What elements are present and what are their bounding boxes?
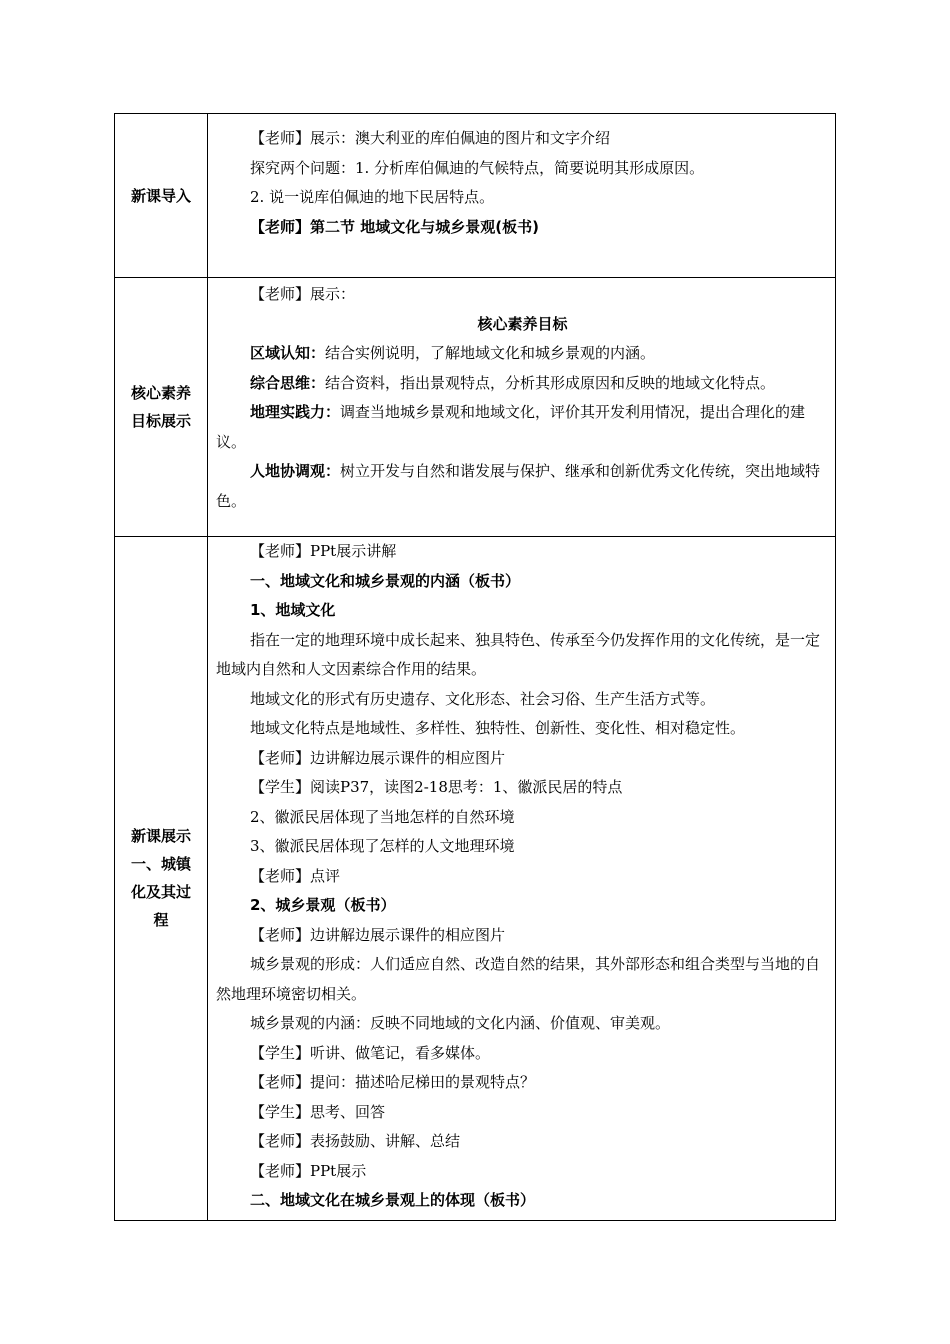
- goal-item: [216, 369, 829, 399]
- goal-item: [216, 398, 829, 457]
- intro-line-heading: 【老师】第二节 地域文化与城乡景观(板书): [250, 217, 539, 236]
- intro-content: [208, 114, 836, 278]
- goal-term: 区域认知：: [250, 344, 326, 362]
- lesson-heading: 二、地域文化在城乡景观上的体现（板书）: [250, 1191, 536, 1209]
- row-label-text: 程: [153, 911, 169, 930]
- table-row: [115, 114, 836, 278]
- row-label-text: 新课展示: [130, 827, 191, 846]
- lesson-line: 地域文化的形式有历史遗存、文化形态、社会习俗、生产生活方式等。: [250, 689, 716, 708]
- goal-text: 结合资料，指出景观特点，分析其形成原因和反映的地域文化特点。: [325, 373, 776, 392]
- row-label-intro: [115, 114, 208, 278]
- lesson-content: [208, 537, 836, 1221]
- lesson-subheading: 2、城乡景观（板书）: [250, 896, 396, 914]
- intro-line: 探究两个问题：1. 分析库伯佩迪的气候特点，简要说明其形成原因。: [250, 158, 705, 177]
- goal-item: [216, 457, 829, 516]
- goal-text: 结合实例说明，了解地域文化和城乡景观的内涵。: [325, 344, 656, 362]
- lesson-line: 地域文化特点是地域性、多样性、独特性、创新性、变化性、相对稳定性。: [250, 719, 746, 737]
- intro-line: 【老师】展示：澳大利亚的库伯佩迪的图片和文字介绍: [250, 129, 611, 147]
- goal-term: 人地协调观：: [250, 462, 341, 480]
- table-row: [115, 278, 836, 537]
- lesson-line: 【老师】提问：描述哈尼梯田的景观特点？: [250, 1073, 536, 1091]
- lesson-subheading: 1、地域文化: [250, 601, 336, 619]
- lesson-line: 【老师】PPt展示: [250, 1161, 367, 1180]
- goal-text: 树立开发与自然和谐发展与保护、继承和创新优秀文化传统，突出地域特色。: [216, 462, 821, 510]
- lesson-line: 【老师】边讲解边展示课件的相应图片: [250, 925, 506, 944]
- goals-content: [208, 278, 836, 537]
- lesson-line: 城乡景观的形成：人们适应自然、改造自然的结果，其外部形态和组合类型与当地的自然地理环境密切相关。: [216, 955, 821, 1003]
- table-row: [115, 537, 836, 1221]
- goal-term: 地理实践力：: [250, 403, 341, 421]
- lesson-line: 【学生】思考、回答: [250, 1102, 386, 1121]
- row-label-lesson: [115, 537, 208, 1221]
- lesson-line: 【老师】点评: [250, 866, 341, 885]
- row-label-goals: [115, 278, 208, 537]
- lesson-heading: 一、地域文化和城乡景观的内涵（板书）: [250, 571, 521, 590]
- goals-title: 核心素养目标: [477, 314, 568, 333]
- row-label-text: 一、城镇: [130, 855, 191, 874]
- row-label-text: 新课导入: [130, 186, 191, 205]
- lesson-line: 城乡景观的内涵：反映不同地域的文化内涵、价值观、审美观。: [250, 1014, 671, 1032]
- lesson-line: 指在一定的地理环境中成长起来、独具特色、传承至今仍发挥作用的文化传统，是一定地域内自然和人文因素综合作用的结果。: [216, 630, 821, 678]
- goal-term: 综合思维：: [250, 373, 326, 392]
- lesson-line: 3、徽派民居体现了怎样的人文地理环境: [250, 837, 515, 855]
- goal-item: [216, 339, 829, 369]
- lesson-line: 【老师】表扬鼓励、讲解、总结: [250, 1132, 461, 1150]
- row-label-text: 目标展示: [130, 412, 191, 430]
- lesson-plan-table: [114, 113, 836, 1221]
- lesson-line: 【老师】PPt展示讲解: [250, 542, 397, 560]
- lesson-line: 2、徽派民居体现了当地怎样的自然环境: [250, 807, 515, 826]
- intro-line: 2. 说一说库伯佩迪的地下民居特点。: [250, 188, 495, 206]
- lesson-line: 【学生】阅读P37，读图2-18思考：1、徽派民居的特点: [250, 778, 623, 796]
- goal-text: 调查当地城乡景观和地域文化，评价其开发利用情况，提出合理化的建议。: [216, 403, 806, 451]
- row-label-text: 化及其过: [130, 883, 191, 902]
- lesson-line: 【学生】听讲、做笔记，看多媒体。: [250, 1043, 491, 1062]
- goals-show-line: 【老师】展示：: [250, 285, 356, 303]
- lesson-line: 【老师】边讲解边展示课件的相应图片: [250, 748, 506, 767]
- row-label-text: 核心素养: [130, 384, 191, 402]
